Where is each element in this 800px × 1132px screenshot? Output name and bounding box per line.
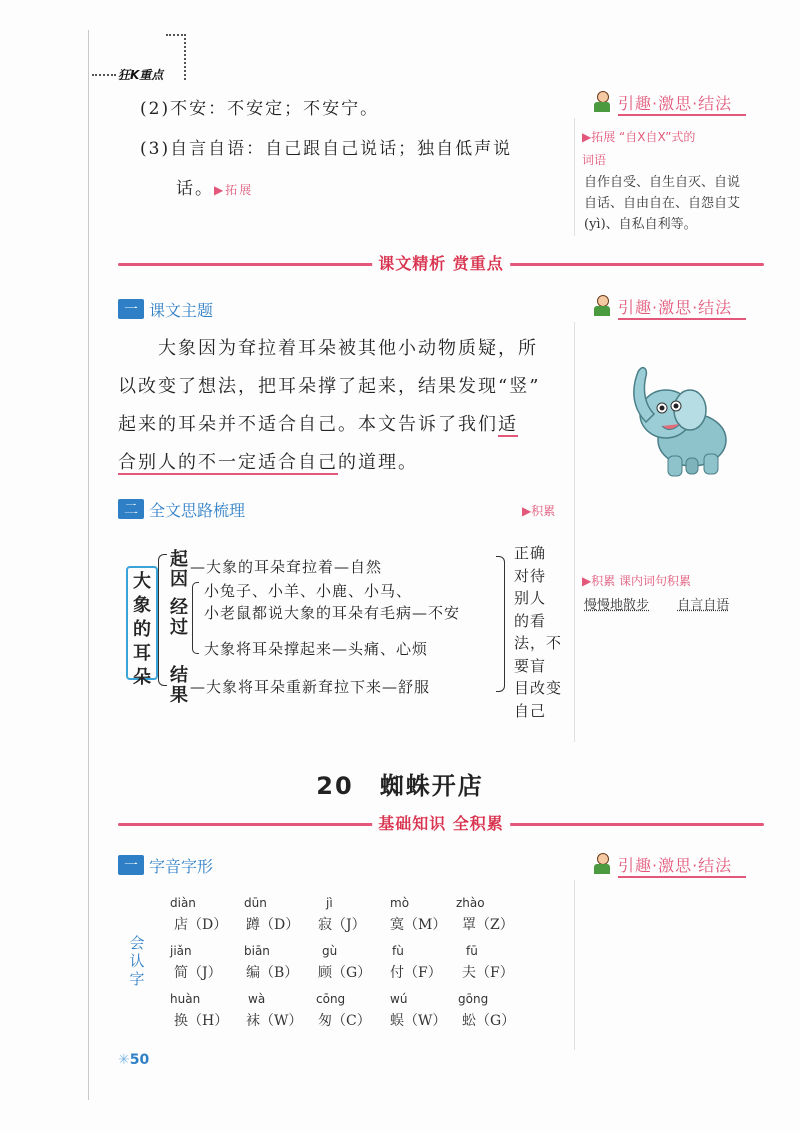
vocab-char: 匆（C） (318, 1013, 371, 1029)
pinyin: fū (466, 944, 478, 958)
vocab-char: 换（H） (174, 1013, 229, 1029)
pinyin: wú (390, 992, 408, 1006)
pinyin: gù (322, 944, 338, 958)
sidebar-expand-heading: ▶拓展 “自X自X”式的 词语 (582, 130, 696, 167)
stage-process-label: 经过 (170, 597, 188, 638)
stage-process-text2: 小老鼠都说大象的耳朵有毛病—不安 (204, 604, 461, 622)
pinyin: jì (326, 896, 333, 910)
vocab-char: 寂（J） (318, 917, 366, 933)
teacher-icon (590, 295, 614, 319)
pinyin: dūn (244, 896, 267, 910)
pinyin: jiǎn (170, 944, 192, 958)
section-theme-heading: 一 课文主题 (118, 298, 213, 320)
section-band-analysis: 课文精析 赏重点 (118, 258, 764, 270)
outline-brace-left (158, 554, 167, 686)
sidebar-accumulate-heading: ▶积累 课内词句积累 (582, 574, 692, 588)
sidebar-expand-list: 自作自受、自生自灭、自说 自话、自由自在、自怨自艾 (yì)、自私自利等。 (584, 175, 741, 232)
header-corner-decoration (166, 34, 186, 80)
expand-tag: ▶拓展 (214, 183, 254, 197)
pinyin: cōng (316, 992, 346, 1006)
stage-result-text: —大象将耳朵重新耷拉下来—舒服 (190, 678, 431, 696)
recognize-chars-label: 会认字 (129, 934, 145, 988)
teacher-icon (590, 91, 614, 115)
pinyin: mò (390, 896, 410, 910)
vocab-char: 夫（F） (462, 965, 514, 981)
vocab-char: 寞（M） (390, 917, 447, 933)
pinyin: fù (392, 944, 404, 958)
item-3-line1: (3)自言自语：自己跟自己说话；独自低声说 (140, 139, 513, 159)
vocab-char: 店（D） (174, 917, 228, 933)
lesson-title: 20 蜘蛛开店 (316, 772, 484, 800)
teacher-icon (590, 853, 614, 877)
stage-result-label: 结果 (170, 665, 188, 706)
accumulate-tag: ▶积累 (522, 504, 556, 518)
vocab-char: 蚣（G） (462, 1013, 516, 1029)
sidebar-accumulate-words: 慢慢地散步 自言自语 (584, 598, 730, 613)
pinyin: huàn (170, 992, 201, 1006)
process-brace (192, 582, 199, 654)
stage-process-text1: 小兔子、小羊、小鹿、小马、 (204, 582, 413, 600)
pinyin: diàn (170, 896, 196, 910)
sidebar-frame-3 (574, 880, 765, 1050)
vocab-char: 顾（G） (318, 965, 372, 981)
outline-conclusion: 正确 对待 别人 的看 法，不 要盲 目改变 自己 (514, 544, 563, 720)
section-outline-heading: 二 全文思路梳理 (118, 498, 245, 520)
vocab-char: 蜈（W） (390, 1013, 447, 1029)
vocab-char: 蹲（D） (246, 917, 300, 933)
stage-process-text3: 大象将耳朵撑起来—头痛、心烦 (204, 640, 429, 658)
vocab-char: 付（F） (390, 965, 442, 981)
pinyin: wà (248, 992, 266, 1006)
sidebar-frame-1 (574, 118, 765, 236)
vocab-char: 罩（Z） (462, 917, 514, 933)
vocab-char: 袜（W） (246, 1013, 303, 1029)
stage-cause-label: 起因 (170, 549, 188, 590)
sidebar-title-2: 引趣·激思·结法 (574, 294, 764, 320)
theme-paragraph: 大象因为耷拉着耳朵被其他小动物质疑，所 以改变了想法，把耳朵撑了起来，结果发现“竖” 起来的耳朵并不适合自己。本文告诉了我们适 合别人的不一定适合自己的道理。 (118, 338, 541, 473)
vocab-char: 简（J） (174, 965, 222, 981)
sidebar-title-3: 引趣·激思·结法 (574, 852, 764, 878)
stage-cause-text: —大象的耳朵耷拉着—自然 (190, 558, 383, 576)
page-number: ✳50 (118, 1052, 150, 1068)
item-2: (2)不安：不安定；不安宁。 (140, 99, 380, 119)
pinyin: gōng (458, 992, 489, 1006)
sidebar-title-1: 引趣·激思·结法 (574, 90, 764, 116)
story-title-box: 大象的耳朵 (126, 566, 158, 680)
item-3-line2: 话。▶拓展 (176, 179, 254, 199)
outline-brace-right (496, 556, 505, 692)
elephant-illustration (624, 362, 734, 482)
section-band-basics: 基础知识 全积累 (118, 818, 764, 830)
pinyin: zhào (456, 896, 485, 910)
page-fold-line (88, 30, 89, 1100)
pinyin: biān (244, 944, 270, 958)
header-brand: 狂K重点 (118, 68, 164, 82)
section-vocab-heading: 一 字音字形 (118, 854, 213, 876)
vocab-char: 编（B） (246, 965, 299, 981)
header-dots (92, 74, 116, 76)
